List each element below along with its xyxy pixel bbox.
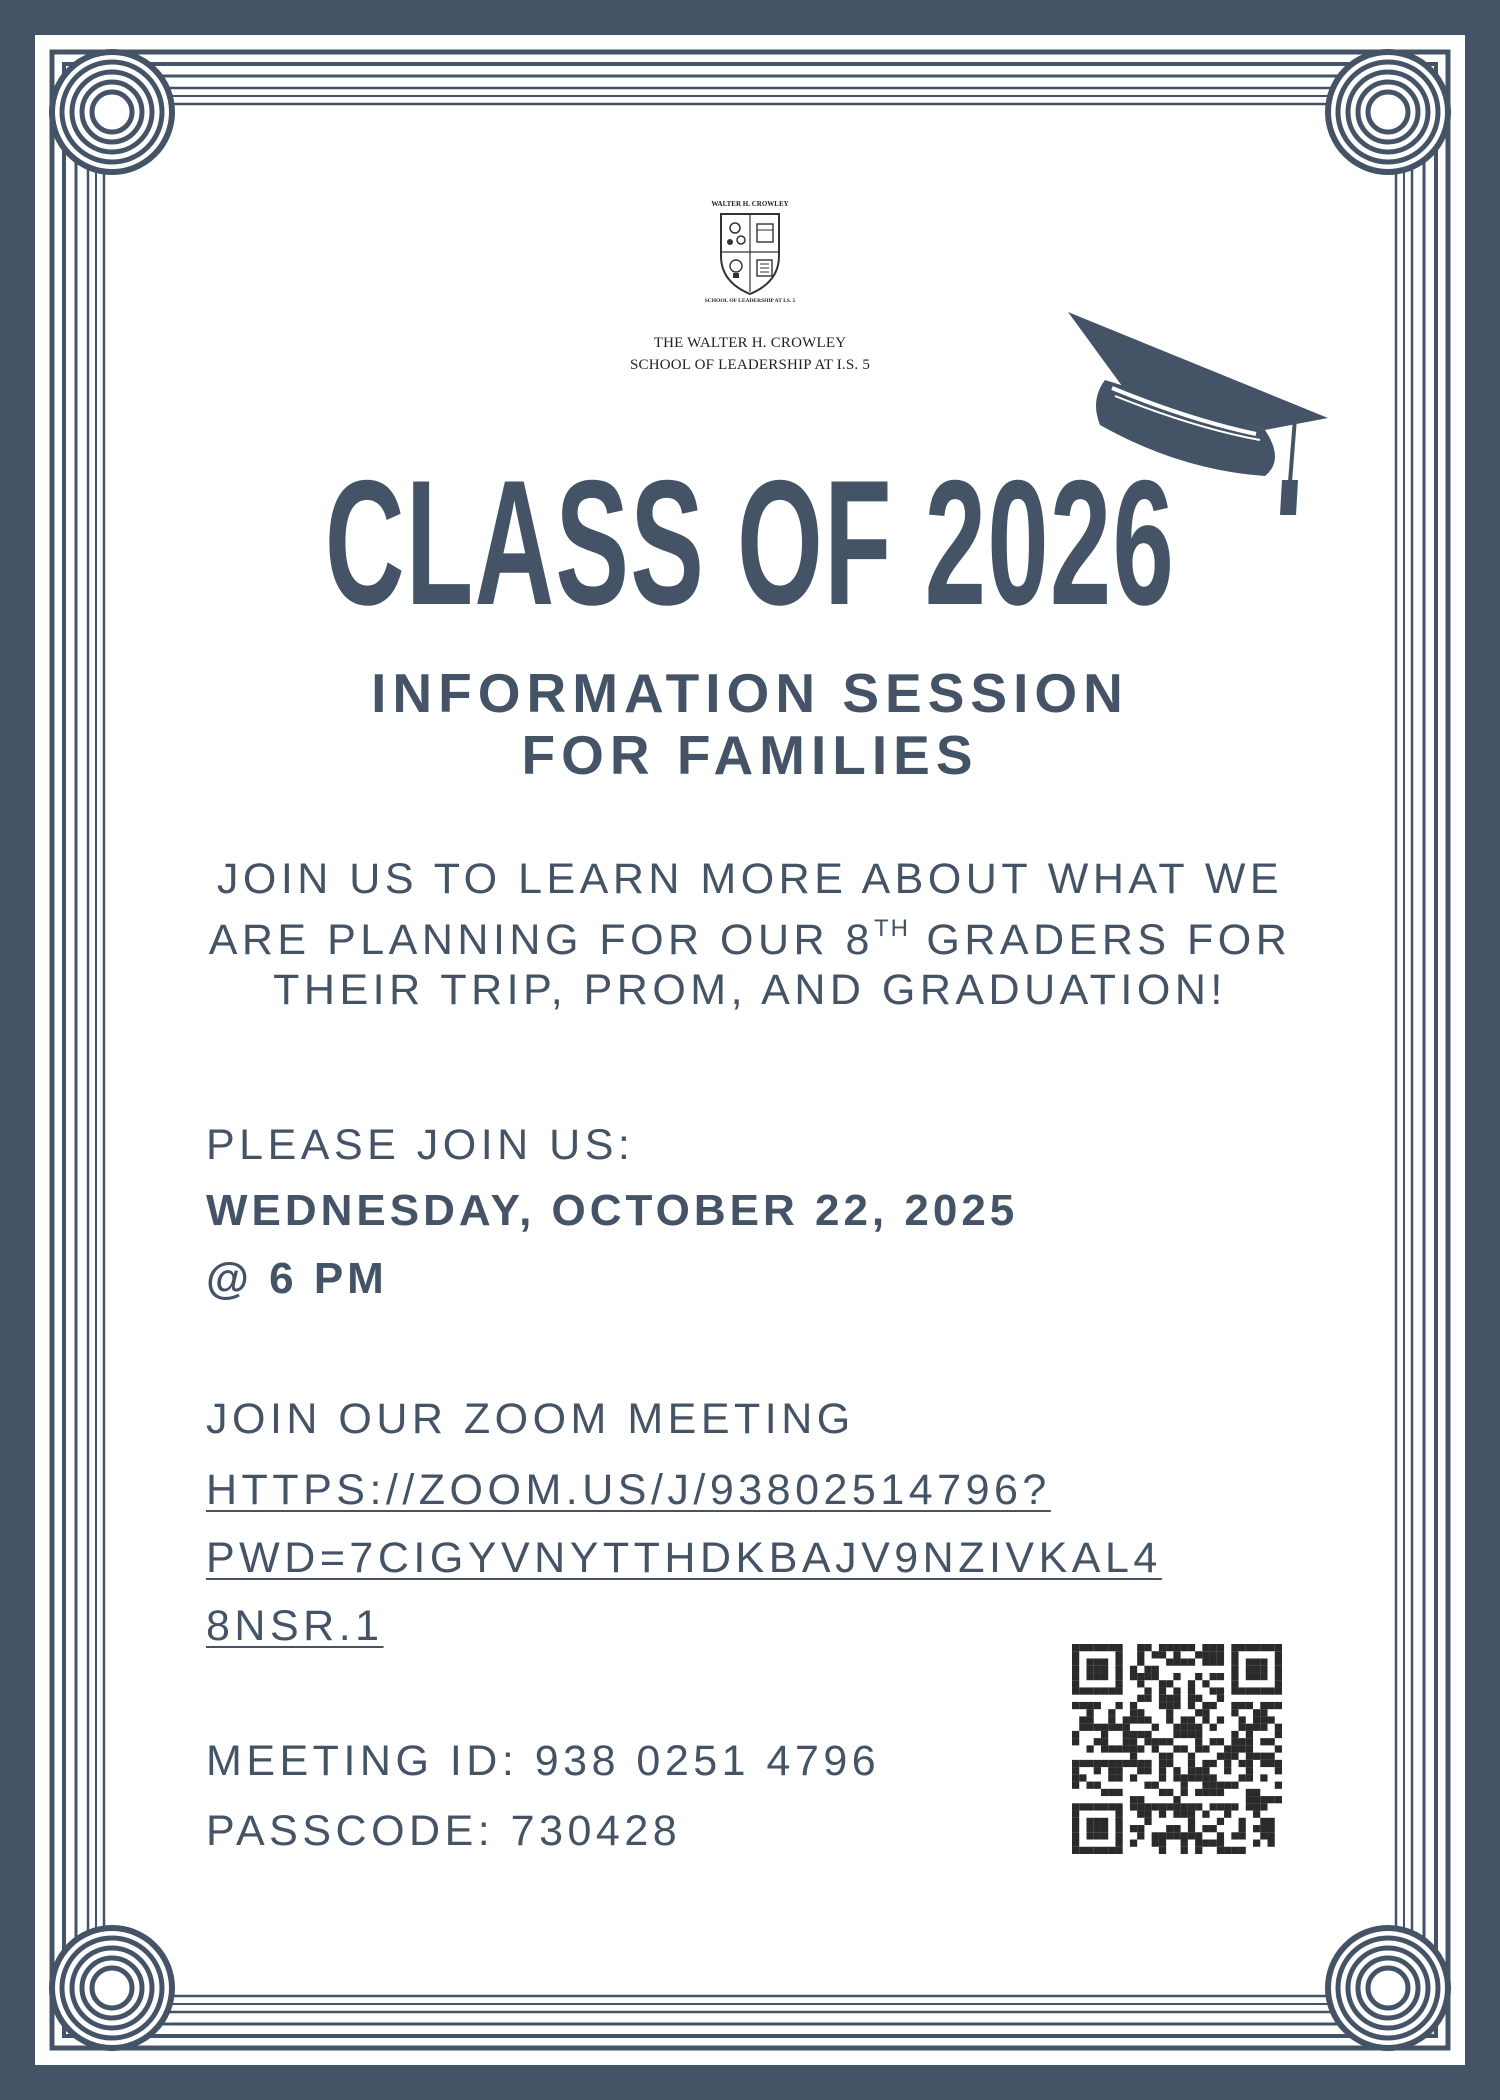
crest-bottom-text: SCHOOL OF LEADERSHIP AT I.S. 5 — [705, 298, 795, 304]
subtitle-line1: INFORMATION SESSION — [371, 662, 1129, 724]
join-label: PLEASE JOIN US: — [206, 1121, 635, 1169]
intro-paragraph — [180, 854, 1320, 1015]
zoom-link-line1[interactable]: HTTPS://ZOOM.US/J/93802514796? — [206, 1466, 1051, 1514]
school-name-line1: THE WALTER H. CROWLEY — [653, 335, 847, 351]
school-name-line2: SCHOOL OF LEADERSHIP AT I.S. 5 — [629, 357, 871, 373]
intro-text-start: JOIN US TO LEARN MORE ABOUT WHAT WE ARE PLANNING FOR OUR 8 — [208, 855, 1284, 964]
page-title: CLASS OF 2026 — [324, 443, 1176, 642]
school-name — [450, 332, 1050, 376]
zoom-link[interactable] — [206, 1456, 1316, 1660]
passcode: PASSCODE: 730428 — [206, 1807, 682, 1855]
subtitle — [0, 662, 1500, 786]
qr-code-icon[interactable] — [1072, 1644, 1282, 1854]
subtitle-line2: FOR FAMILIES — [521, 724, 979, 786]
zoom-link-line2[interactable]: PWD=7CIGYVNYTTHDKBAJV9NZIVKAL4 — [206, 1534, 1162, 1582]
event-date: WEDNESDAY, OCTOBER 22, 2025 — [206, 1186, 1019, 1235]
meeting-id: MEETING ID: 938 0251 4796 — [206, 1737, 881, 1785]
event-time: @ 6 PM — [206, 1254, 388, 1303]
zoom-link-line3[interactable]: 8NSR.1 — [206, 1602, 384, 1650]
intro-text-end: GRADERS FOR THEIR TRIP, PROM, AND GRADUATION! — [273, 916, 1292, 1014]
zoom-label: JOIN OUR ZOOM MEETING — [206, 1395, 855, 1443]
intro-superscript: TH — [873, 915, 910, 942]
crest-top-text: WALTER H. CROWLEY — [711, 200, 789, 208]
school-crest-icon — [705, 196, 795, 311]
